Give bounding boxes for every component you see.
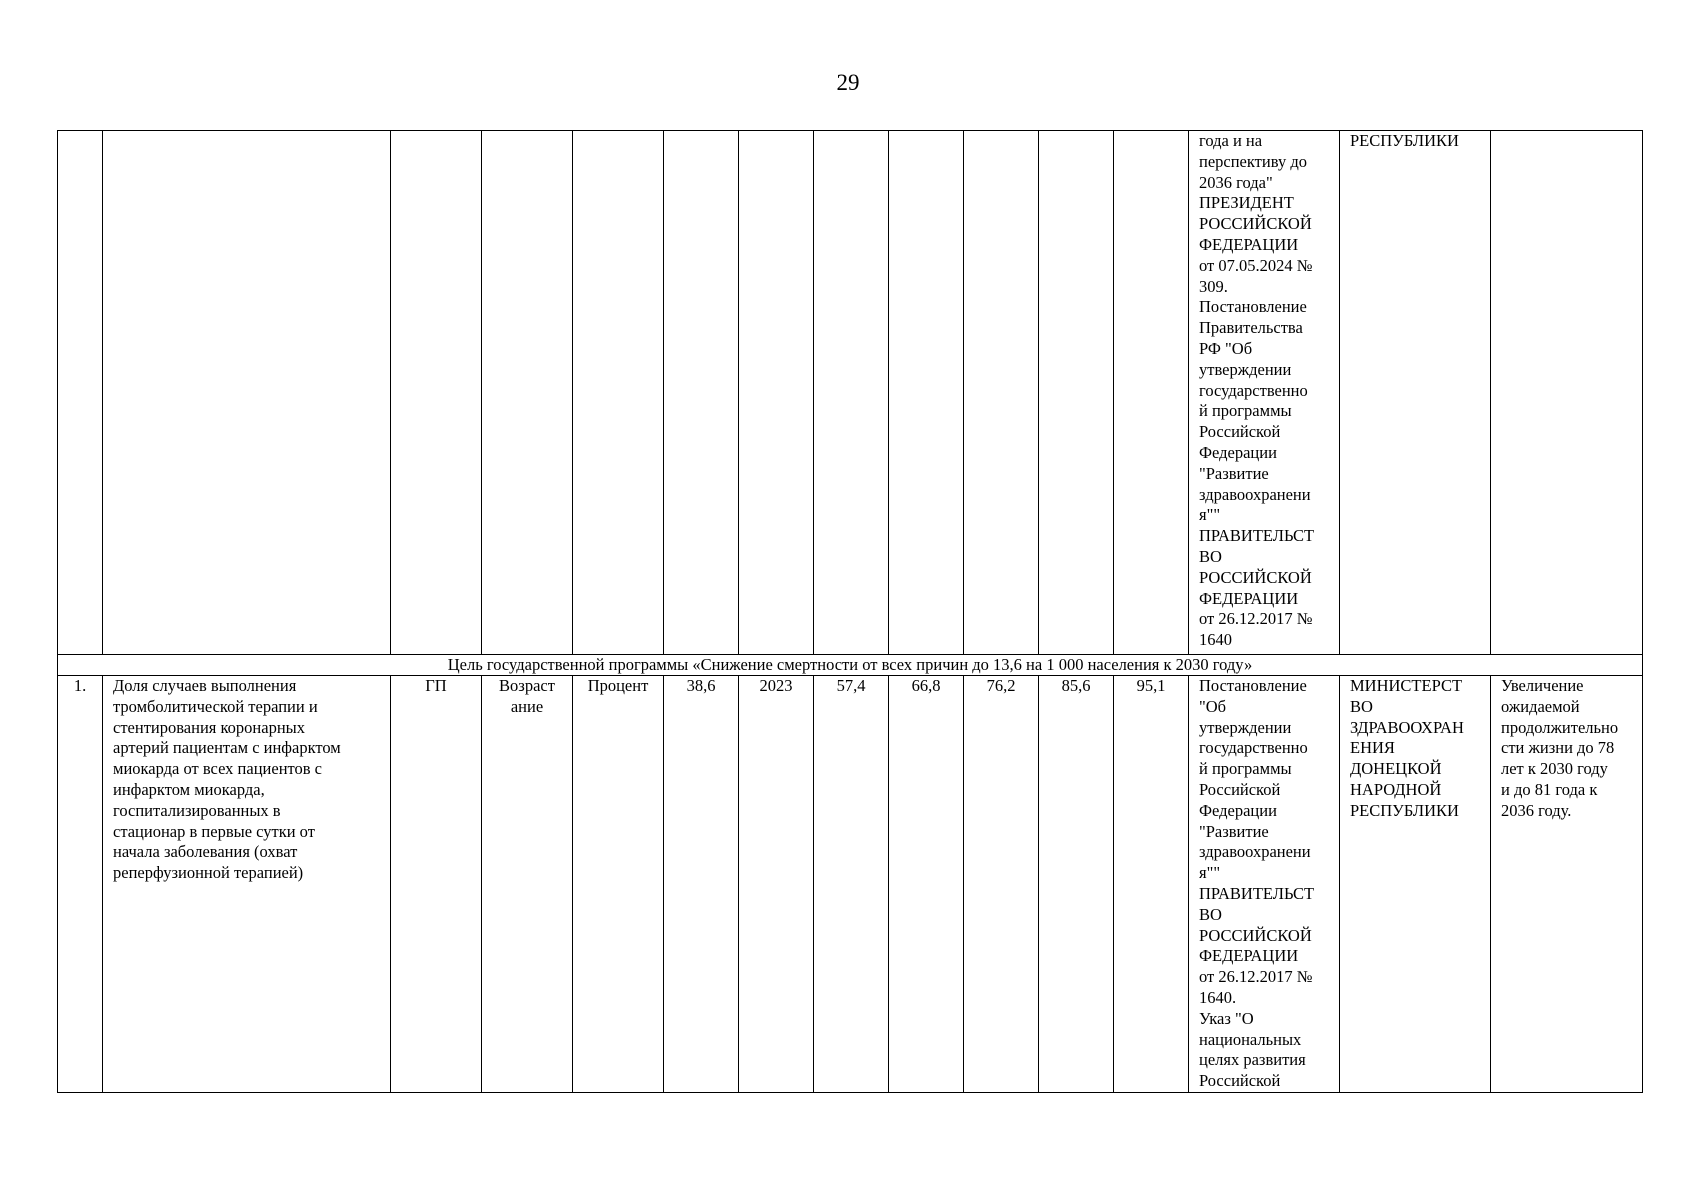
text-line: целях развития [1199,1050,1306,1070]
indicator-link [1491,676,1643,1093]
text-line: ожидаемой [1501,696,1580,716]
text-line: тромболитической терапии и [113,696,318,716]
text-line: Доля случаев выполнения [113,676,297,695]
cell-base-value [664,131,739,655]
continuation-row [58,131,1643,655]
text-line: Постановление [1199,297,1307,317]
text-line: Правительства [1199,318,1303,338]
indicator-value-1: 57,4 [814,676,889,1093]
text-line: от 07.05.2024 № [1199,255,1313,275]
text-line: и до 81 года к [1501,779,1598,799]
text-line: я"" [1199,505,1221,525]
cell-responsible [1340,131,1491,655]
text-line: РОССИЙСКОЙ [1199,567,1312,587]
text-line: Увеличение [1501,676,1584,695]
text-line: начала заболевания (охват [113,842,298,862]
text-line: Возраст [499,676,555,695]
goal-row [58,655,1643,676]
text-line: продолжительно [1501,717,1619,737]
text-line: стентирования коронарных [113,717,305,737]
text-line: ВО [1350,696,1373,716]
indicator-trend-lines [486,676,568,718]
text-line: ДОНЕЦКОЙ [1350,759,1442,779]
cell-number [58,131,103,655]
indicator-link-lines [1501,676,1637,822]
text-line: ФЕДЕРАЦИИ [1199,234,1299,254]
indicator-value-2: 66,8 [889,676,964,1093]
goal-text: Цель государственной программы «Снижение смертности от всех причин до 13,6 на 1 000 населения к 2030 году» [58,655,1643,676]
text-line: РЕСПУБЛИКИ [1350,131,1459,150]
indicator-base-year: 2023 [739,676,814,1093]
text-line: МИНИСТЕРСТ [1350,676,1463,695]
text-line: Российской [1199,779,1281,799]
indicator-document-lines [1199,676,1334,1092]
text-line: ание [510,696,544,716]
text-line: 1640. [1199,987,1237,1007]
text-line: РФ "Об [1199,338,1253,358]
text-line: ЗДРАВООХРАН [1350,717,1464,737]
text-line: утверждении [1199,359,1292,379]
text-line: перспективу до [1199,151,1307,171]
indicator-name-lines [113,676,385,884]
indicator-value-5: 95,1 [1114,676,1189,1093]
indicator-responsible [1340,676,1491,1093]
text-line: РЕСПУБЛИКИ [1350,800,1459,820]
text-line: РОССИЙСКОЙ [1199,214,1312,234]
cell-value-3 [964,131,1039,655]
text-line: артерий пациентам с инфарктом [113,738,341,758]
indicators-table [57,130,1643,1093]
text-line: от 26.12.2017 № [1199,967,1313,987]
text-line: здравоохранени [1199,484,1311,504]
indicator-trend [482,676,573,1093]
text-line: от 26.12.2017 № [1199,609,1313,629]
text-line: ВО [1199,546,1222,566]
responsible-lines [1350,131,1485,152]
text-line: ВО [1199,904,1222,924]
text-line: утверждении [1199,717,1292,737]
indicator-base-value: 38,6 [664,676,739,1093]
cell-base-year [739,131,814,655]
text-line: Федерации [1199,442,1277,462]
text-line: Указ "О [1199,1008,1254,1028]
cell-document [1189,131,1340,655]
text-line: госпитализированных в [113,800,281,820]
indicator-value-4: 85,6 [1039,676,1114,1093]
text-line: й программы [1199,759,1292,779]
text-line: 309. [1199,276,1228,296]
indicator-number: 1. [58,676,103,1093]
cell-unit [573,131,664,655]
cell-link [1491,131,1643,655]
cell-value-2 [889,131,964,655]
page-number: 29 [836,70,860,95]
indicator-responsible-lines [1350,676,1485,822]
text-line: "Развитие [1199,821,1269,841]
text-line: ПРАВИТЕЛЬСТ [1199,883,1315,903]
cell-level [391,131,482,655]
text-line: Российской [1199,1071,1281,1091]
text-line: й программы [1199,401,1292,421]
text-line: ФЕДЕРАЦИИ [1199,946,1299,966]
text-line: реперфузионной терапией) [113,863,304,883]
text-line: национальных [1199,1029,1302,1049]
text-line: Федерации [1199,800,1277,820]
indicator-unit: Процент [573,676,664,1093]
text-line: сти жизни до 78 [1501,738,1615,758]
text-line: Российской [1199,422,1281,442]
text-line: ПРАВИТЕЛЬСТ [1199,526,1315,546]
cell-trend [482,131,573,655]
cell-value-4 [1039,131,1114,655]
text-line: государственно [1199,738,1308,758]
document-lines [1199,131,1334,651]
text-line: 1640 [1199,630,1232,650]
text-line: РОССИЙСКОЙ [1199,925,1312,945]
text-line: государственно [1199,380,1308,400]
text-line: "Развитие [1199,463,1269,483]
text-line: лет к 2030 году [1501,759,1608,779]
text-line: миокарда от всех пациентов с [113,759,323,779]
text-line: стационар в первые сутки от [113,821,315,841]
text-line: я"" [1199,863,1221,883]
text-line: 2036 году. [1501,800,1572,820]
cell-value-1 [814,131,889,655]
indicator-name [103,676,391,1093]
text-line: ФЕДЕРАЦИИ [1199,588,1299,608]
indicator-document [1189,676,1340,1093]
cell-value-5 [1114,131,1189,655]
text-line: ЕНИЯ [1350,738,1395,758]
text-line: года и на [1199,131,1263,150]
text-line: инфарктом миокарда, [113,779,265,799]
text-line: "Об [1199,696,1227,716]
indicator-level: ГП [391,676,482,1093]
text-line: Постановление [1199,676,1307,695]
text-line: 2036 года" [1199,172,1273,192]
indicator-row [58,676,1643,1093]
text-line: НАРОДНОЙ [1350,779,1442,799]
indicator-value-3: 76,2 [964,676,1039,1093]
text-line: ПРЕЗИДЕНТ [1199,193,1294,213]
cell-indicator-name [103,131,391,655]
text-line: здравоохранени [1199,842,1311,862]
